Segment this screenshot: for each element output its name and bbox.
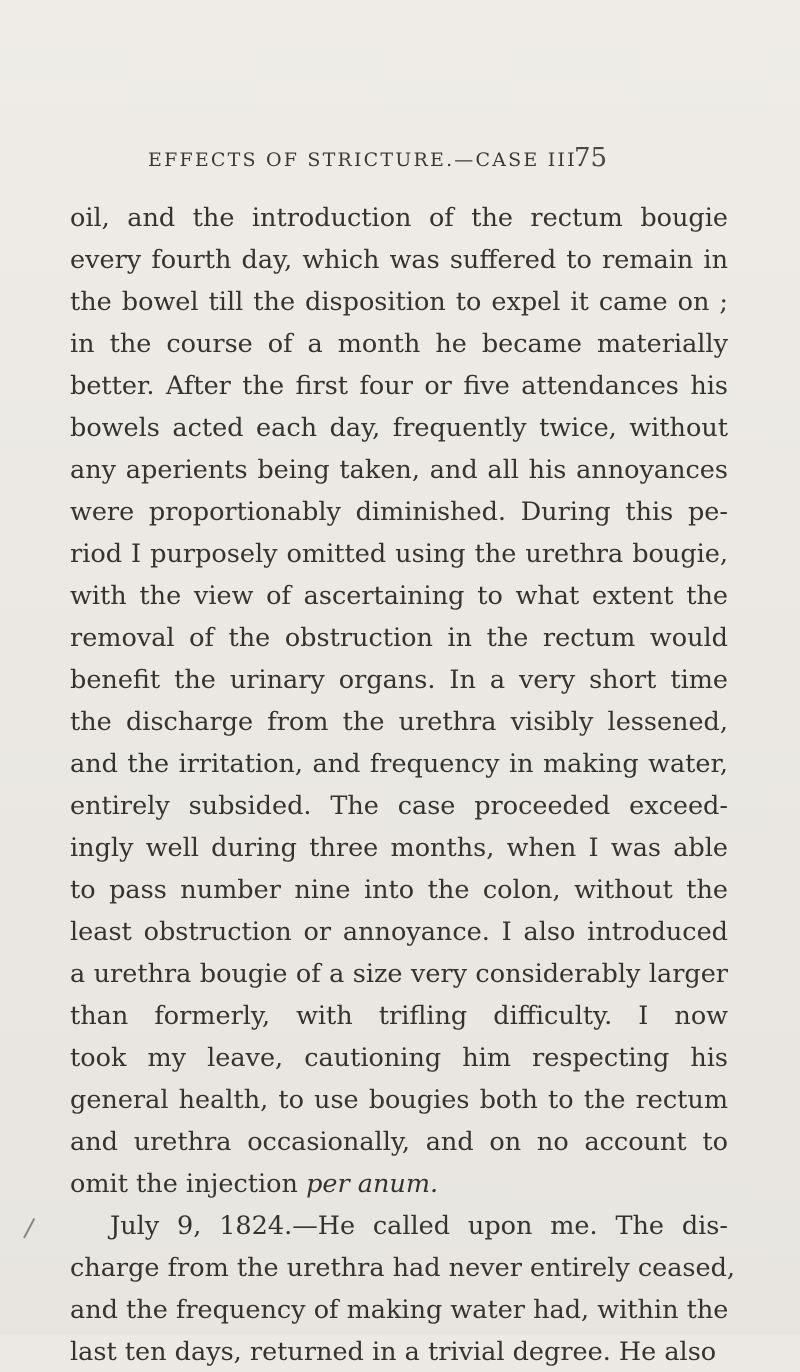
text-line: benefit the urinary organs. In a very short time (70, 665, 728, 695)
text-line: a urethra bougie of a size very considerably larger (70, 959, 728, 989)
italic-phrase: per anum. (306, 1169, 439, 1199)
text-line: least obstruction or annoyance. I also introduced (70, 917, 728, 947)
text-line: riod I purposely omitted using the urethra bougie, (70, 539, 728, 569)
text-line: to pass number nine into the colon, without the (70, 875, 728, 905)
text-line: were proportionably diminished. During this pe- (70, 497, 728, 527)
text-line: better. After the first four or five attendances his (70, 371, 728, 401)
text-line: every fourth day, which was suffered to remain in (70, 245, 728, 275)
text-line: in the course of a month he became materially (70, 329, 728, 359)
text-line: any aperients being taken, and all his annoyances (70, 455, 728, 485)
text-line: the bowel till the disposition to expel it came on ; (70, 287, 728, 317)
running-title: EFFECTS OF STRICTURE.—CASE III. (148, 149, 586, 171)
text-line-plain: omit the injection (70, 1169, 307, 1199)
paragraph-start-line: July 9, 1824.—He called upon me. The dis- (110, 1211, 728, 1241)
text-line: bowels acted each day, frequently twice, without (70, 413, 728, 443)
text-line: general health, to use bougies both to the rectum (70, 1085, 728, 1115)
text-line: and the frequency of making water had, within the (70, 1295, 729, 1325)
text-line: oil, and the introduction of the rectum bougie (70, 203, 728, 233)
text-line: entirely subsided. The case proceeded exceed- (70, 791, 728, 821)
text-line: took my leave, cautioning him respecting his (70, 1043, 728, 1073)
text-line: with the view of ascertaining to what extent the (70, 581, 728, 611)
text-line (70, 1164, 728, 1204)
page-number: 75 (574, 143, 608, 173)
text-line: and the irritation, and frequency in making water, (70, 749, 728, 779)
text-line: the discharge from the urethra visibly lessened, (70, 707, 728, 737)
text-line: last ten days, returned in a trivial degree. He also (70, 1337, 717, 1367)
text-line: and urethra occasionally, and on no account to (70, 1127, 728, 1157)
text-line: charge from the urethra had never entirely ceased, (70, 1253, 736, 1283)
text-line: ingly well during three months, when I was able (70, 833, 728, 863)
text-line: removal of the obstruction in the rectum would (70, 623, 728, 653)
text-line: than formerly, with trifling difficulty. I now (70, 1001, 728, 1031)
